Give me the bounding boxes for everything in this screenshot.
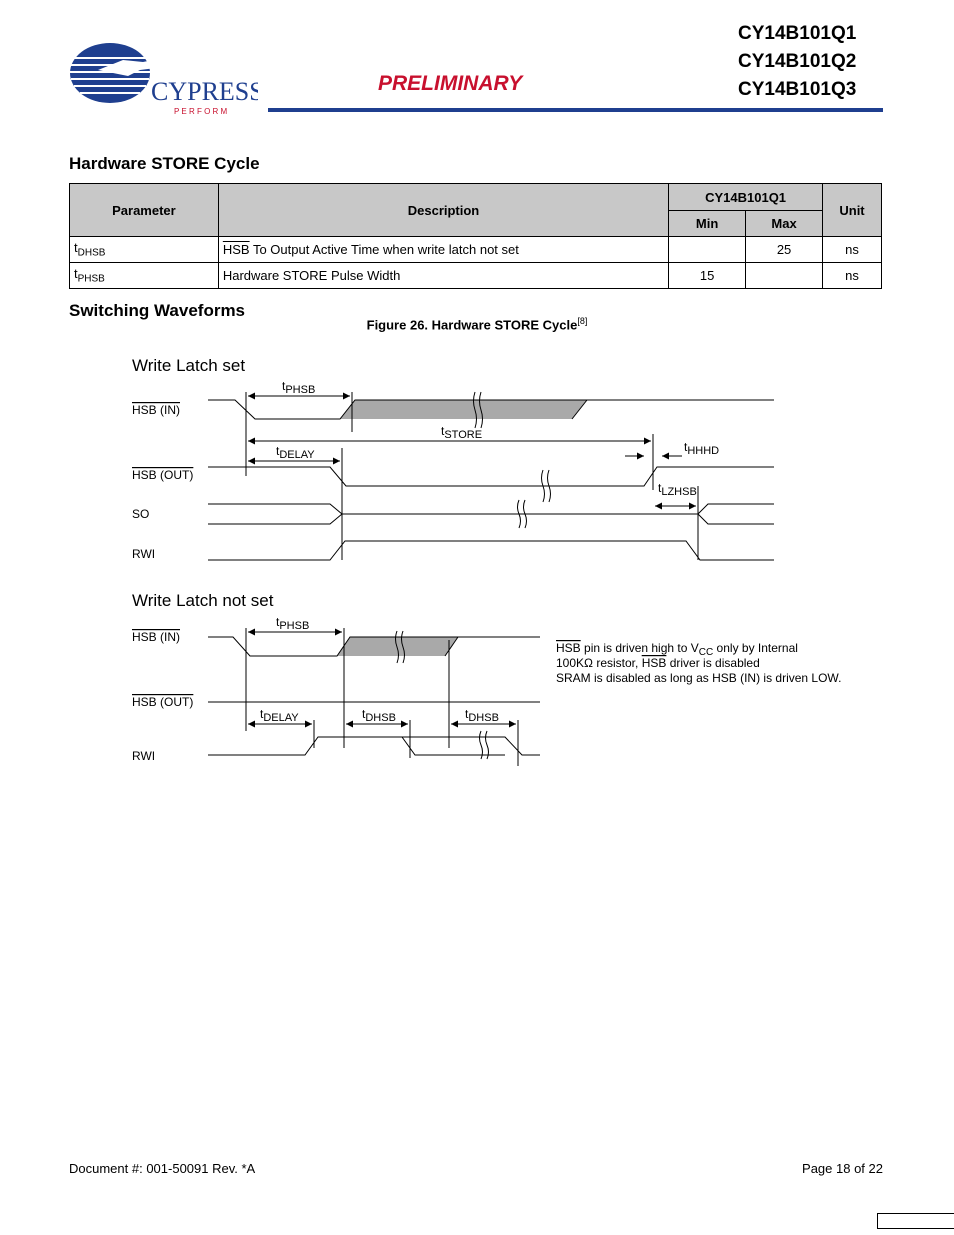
- waveform-rwi: [208, 737, 505, 755]
- signal-label-rwi: RWI: [132, 749, 156, 763]
- header-max: Max: [746, 211, 823, 237]
- unit-cell: ns: [823, 237, 882, 263]
- svg-text:HSB pin is driven high to VCC: HSB pin is driven high to $V_{CC}$ only by Internal: [556, 641, 798, 658]
- part-number: CY14B101Q1: [738, 23, 857, 44]
- page-number: Page 18 of 22: [802, 1161, 883, 1176]
- desc-cell: $\overline{HSB}$ To Output Active Time when write latch not set: [218, 237, 668, 263]
- timing-label: tSTORE: [441, 424, 483, 441]
- logo-wordmark: CYPRESS: [151, 77, 258, 106]
- timing-label: tPHSB: [282, 379, 316, 396]
- desc-cell: Hardware STORE Pulse Width: [218, 263, 668, 289]
- timing-label: tDELAY: [276, 444, 315, 461]
- shaded-region: [337, 637, 458, 656]
- header-min: Min: [669, 211, 746, 237]
- waveform-hsb-out: [208, 467, 774, 486]
- timing-label: tLZHSB: [658, 481, 697, 498]
- diagram-note: [556, 641, 841, 685]
- section-title: Hardware STORE Cycle: [69, 154, 260, 173]
- svg-text:100KΩ resistor, HSB driver is: 100KΩ resistor, HSB driver is disabled: [556, 656, 760, 670]
- waveform-rwi: [208, 541, 774, 560]
- param-cell: $t_{DHSB}$: [70, 237, 219, 263]
- signal-label-hsb-out: HSB (OUT): [132, 468, 194, 482]
- preliminary-label: PRELIMINARY: [378, 72, 523, 95]
- document-number: Document #: 001-50091 Rev. *A: [69, 1161, 256, 1176]
- signal-label-hsb-out: HSB (OUT): [132, 695, 194, 709]
- shaded-region: [340, 400, 587, 419]
- signal-label-hsb-in: HSB (IN): [132, 630, 180, 644]
- header-device: CY14B101Q1: [669, 184, 823, 211]
- timing-label: tPHSB: [276, 615, 310, 632]
- logo-tagline: P E R F O R M: [174, 107, 228, 116]
- header-parameter: Parameter: [70, 184, 219, 237]
- figure-caption: Figure 26. Hardware STORE Cycle[8]: [366, 316, 588, 333]
- header-unit: Unit: [823, 184, 882, 237]
- section-title: Switching Waveforms: [69, 301, 246, 320]
- timing-label: tHHHD: [684, 440, 720, 457]
- part-number: CY14B101Q2: [738, 51, 857, 72]
- signal-label-rwi: RWI: [132, 547, 156, 561]
- param-cell: $t_{PHSB}$: [70, 263, 219, 289]
- signal-label-hsb-in: HSB (IN): [132, 403, 180, 417]
- timing-label: tDHSB: [362, 707, 396, 724]
- timing-label: tDHSB: [465, 707, 499, 724]
- unit-cell: ns: [823, 263, 882, 289]
- max-cell: 25: [746, 237, 823, 263]
- header-description: Description: [218, 184, 668, 237]
- diagram-title: Write Latch set: [132, 356, 246, 375]
- part-number: CY14B101Q3: [738, 79, 857, 100]
- signal-label-so: SO: [132, 507, 150, 521]
- svg-text:SRAM is disabled as long as HS: SRAM is disabled as long as HSB (IN) is driven LOW.: [556, 671, 842, 685]
- timing-label: tDELAY: [260, 707, 299, 724]
- min-cell: 15: [669, 263, 746, 289]
- feedback-box[interactable]: [877, 1213, 954, 1229]
- diagram-title: Write Latch not set: [132, 591, 274, 610]
